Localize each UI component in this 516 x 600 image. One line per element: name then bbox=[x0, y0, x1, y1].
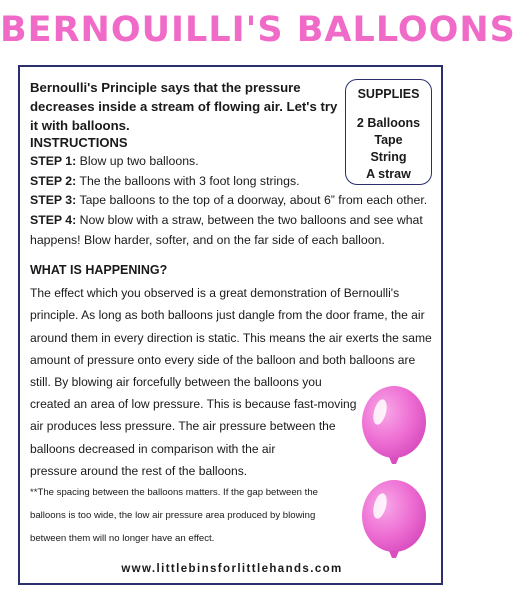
explanation-line: amount of pressure onto every side of the balloon and both balloons are bbox=[30, 353, 416, 367]
step-4-continued: happens! Blow harder, softer, and on the far side of each balloon. bbox=[30, 232, 385, 247]
step-text: Blow up two balloons. bbox=[76, 154, 199, 168]
explanation-line: air produces less pressure. The air pressure between the bbox=[30, 419, 336, 433]
website-footer: www.littlebinsforlittlehands.com bbox=[121, 563, 343, 575]
note-line: **The spacing between the balloons matters. If the gap between the bbox=[30, 487, 318, 498]
instructions-heading: INSTRUCTIONS bbox=[30, 135, 128, 150]
supply-item: String bbox=[370, 150, 407, 164]
note-line: balloons is too wide, the low air pressure area produced by blowing bbox=[30, 510, 316, 521]
explanation-line: still. By blowing air forcefully between the balloons you bbox=[30, 375, 322, 389]
supply-item: Tape bbox=[374, 133, 403, 147]
pink-balloon-top bbox=[356, 384, 432, 472]
step-text: Now blow with a straw, between the two balloons and see what bbox=[76, 213, 423, 228]
step-text: Tape balloons to the top of a doorway, about 6” from each other. bbox=[76, 193, 428, 208]
step-4 bbox=[30, 211, 440, 231]
step-label: STEP 3: bbox=[30, 193, 77, 208]
explanation-line: The effect which you observed is a great demonstration of Bernoulli's bbox=[30, 286, 400, 300]
supply-item: 2 Balloons bbox=[356, 116, 421, 130]
step-3 bbox=[30, 191, 440, 211]
step-1 bbox=[30, 152, 440, 172]
supply-item: A straw bbox=[366, 167, 411, 181]
explanation-line: principle. As long as both balloons just dangle from the door frame, the air bbox=[30, 308, 425, 322]
intro-text: Bernoulli's Principle says that the pressure decreases inside a stream of flowing air. Let's try it with balloons. bbox=[30, 80, 338, 133]
note-line: between them will no longer have an effect. bbox=[30, 533, 215, 544]
page-title: BERNOUILLI'S BALLOONS bbox=[0, 10, 516, 50]
step-2 bbox=[30, 172, 440, 192]
explanation-line: pressure around the rest of the balloons. bbox=[30, 464, 248, 478]
pink-balloon-bottom bbox=[356, 478, 432, 566]
step-text: The the balloons with 3 foot long strings. bbox=[76, 173, 300, 188]
explanation-line: balloons decreased in comparison with the air bbox=[30, 442, 276, 456]
explanation-line: created an area of low pressure. This is because fast-moving bbox=[30, 397, 357, 411]
step-label: STEP 4: bbox=[30, 213, 77, 228]
supplies-heading: SUPPLIES bbox=[357, 87, 420, 101]
steps-list bbox=[30, 152, 440, 251]
happening-heading: WHAT IS HAPPENING? bbox=[30, 263, 168, 277]
explanation-line: around them in every direction is static. This means the air exerts the same bbox=[30, 331, 432, 345]
step-label: STEP 2: bbox=[30, 173, 77, 188]
step-label: STEP 1: bbox=[30, 154, 77, 168]
